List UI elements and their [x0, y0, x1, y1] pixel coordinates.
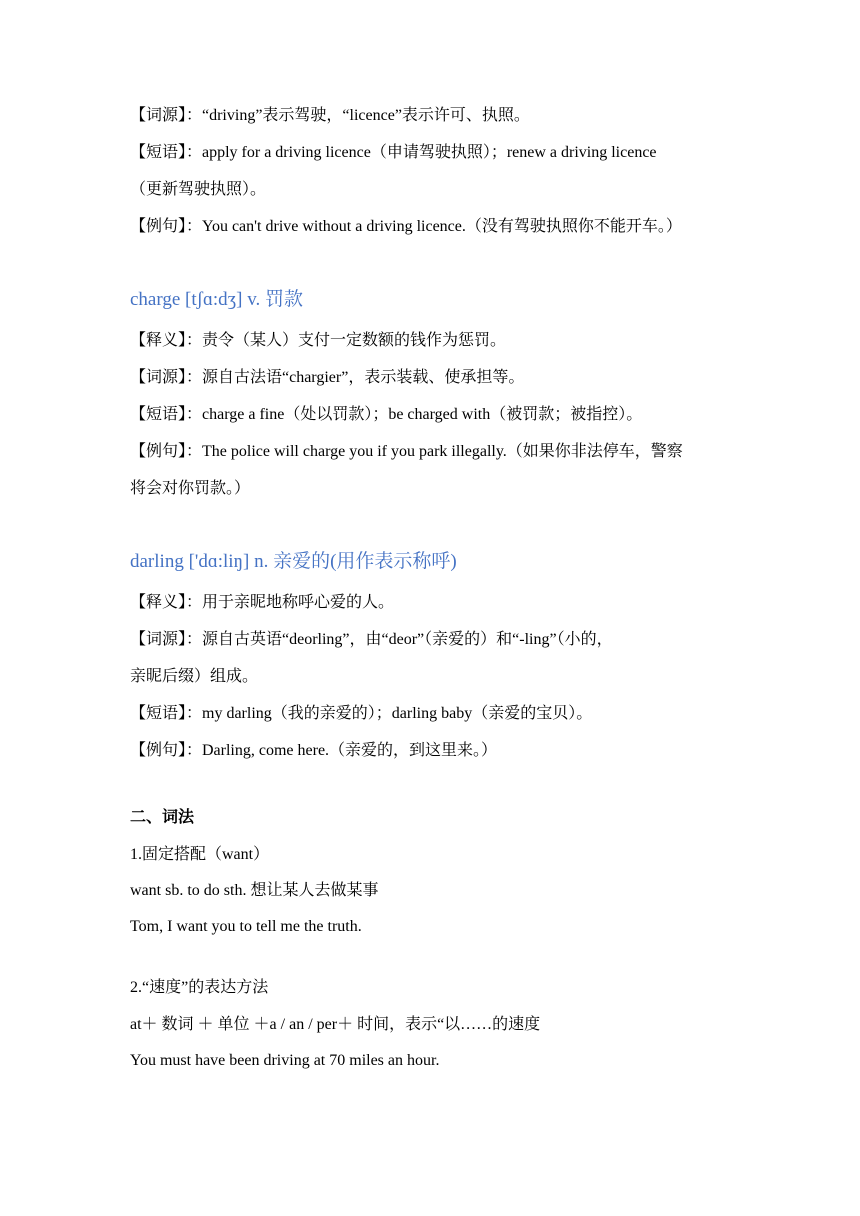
- grammar-item2-example: You must have been driving at 70 miles an hour.: [130, 1052, 440, 1069]
- charge-meaning: 【释义】：责令（某人）支付一定数额的钱作为惩罚。: [130, 332, 507, 349]
- grammar-item1-example: Tom, I want you to tell me the truth.: [130, 918, 362, 935]
- licence-example: 【例句】：You can't drive without a driving licence.（没有驾驶执照你不能开车。）: [130, 218, 682, 235]
- grammar-item1-title: 1.固定搭配（want）: [130, 846, 270, 863]
- darling-etymology-continued: 亲昵后缀）组成。: [130, 668, 259, 685]
- licence-phrases: 【短语】：apply for a driving licence（申请驾驶执照）；renew a driving licence: [130, 144, 657, 161]
- darling-meaning: 【释义】：用于亲昵地称呼心爱的人。: [130, 594, 395, 611]
- charge-example: 【例句】：The police will charge you if you park illegally.（如果你非法停车，警察: [130, 443, 683, 460]
- grammar-section-title: 二、词法: [130, 809, 195, 826]
- licence-phrases-continued: （更新驾驶执照）。: [130, 181, 267, 198]
- charge-heading: charge [tʃɑ:dʒ] v. 罚款: [130, 289, 303, 310]
- charge-example-continued: 将会对你罚款。）: [130, 480, 251, 497]
- darling-etymology: 【词源】：源自古英语“deorling”，由“deor”（亲爱的）和“-ling”（小的，: [130, 631, 613, 648]
- darling-phrases: 【短语】：my darling（我的亲爱的）；darling baby（亲爱的宝贝）。: [130, 705, 593, 722]
- charge-phrases: 【短语】：charge a fine（处以罚款）；be charged with（被罚款；被指控）。: [130, 406, 643, 423]
- licence-etymology: 【词源】：“driving”表示驾驶，“licence”表示许可、执照。: [130, 107, 530, 124]
- grammar-item2-title: 2.“速度”的表达方法: [130, 979, 269, 996]
- charge-etymology: 【词源】：源自古法语“chargier”，表示装载、使承担等。: [130, 369, 525, 386]
- grammar-item1-pattern: want sb. to do sth. 想让某人去做某事: [130, 882, 379, 899]
- darling-heading: darling ['dɑ:liŋ] n. 亲爱的(用作表示称呼): [130, 551, 457, 572]
- grammar-item2-pattern: at＋ 数词 ＋ 单位 ＋a / an / per＋ 时间，表示“以……的速度: [130, 1016, 541, 1033]
- darling-example: 【例句】：Darling, come here.（亲爱的，到这里来。）: [130, 742, 498, 759]
